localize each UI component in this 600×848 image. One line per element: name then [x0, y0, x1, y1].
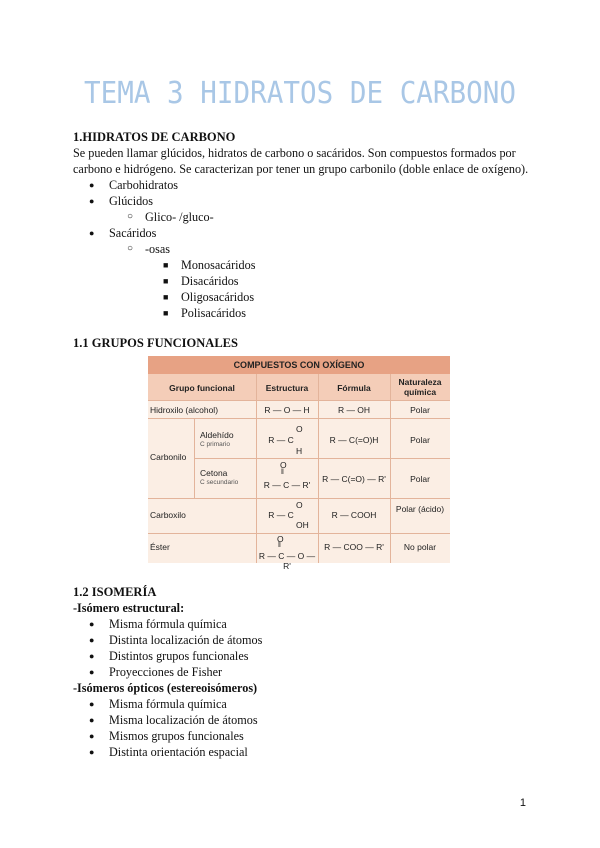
table-cell: R — C(=O)H — [329, 435, 379, 445]
section-1-2-heading: 1.2 ISOMERÍA — [73, 585, 157, 599]
section-1-1-heading: 1.1 GRUPOS FUNCIONALES — [73, 336, 238, 350]
table-cell: R — C — O — R' — [258, 551, 316, 571]
list-item: ■ Disacáridos — [181, 273, 533, 289]
list-item: ■ Oligosacáridos — [181, 289, 533, 305]
list-item: ● Distinta localización de átomos — [109, 632, 533, 648]
table-cell: R — COO — R' — [324, 542, 384, 552]
table-cell: Aldehído — [200, 430, 234, 440]
table-cell: R — O — H — [264, 405, 310, 415]
structural-isomer-list — [73, 616, 533, 680]
table-cell: R — C — [268, 510, 294, 520]
table-cell: Cetona — [200, 468, 228, 478]
list-item: ● Misma fórmula química — [109, 696, 533, 712]
list-item: ■ Polisacáridos — [181, 305, 533, 321]
table-cell: No polar — [403, 542, 437, 552]
page-number: 1 — [519, 797, 526, 809]
table-cell: Hidroxilo (alcohol) — [150, 405, 219, 415]
table-cell: C secundario — [200, 479, 239, 486]
table-cell: R — C(=O) — R' — [322, 474, 386, 484]
list-item: ● Proyecciones de Fisher — [109, 664, 533, 680]
list-item: ■ Monosacáridos — [181, 257, 533, 273]
list-item: ● Misma localización de átomos — [109, 712, 533, 728]
table-cell: Éster — [150, 542, 170, 552]
table-cell: Carbonilo — [150, 452, 187, 462]
table-banner: COMPUESTOS CON OXÍGENO — [148, 356, 450, 374]
synonym-list — [73, 177, 533, 321]
table-cell: Carboxilo — [150, 510, 186, 520]
section-1-intro: Se pueden llamar glúcidos, hidratos de carbono o sacáridos. Son compuestos formados por carbono e hidrógeno. Se caracterizan por tener un grupo carbonilo (doble enlace de oxígeno). — [73, 146, 529, 176]
table-cell: R — C — [268, 435, 294, 445]
list-item: ● Distintos grupos funcionales — [109, 648, 533, 664]
section-1-heading: 1.HIDRATOS DE CARBONO — [73, 130, 236, 144]
optical-isomer-title: -Isómeros ópticos (estereoisómeros) — [73, 681, 258, 695]
isomeria-section — [73, 584, 533, 760]
column-header: Fórmula — [337, 383, 371, 393]
functional-groups-table: COMPUESTOS CON OXÍGENO Grupo funcional Estructura Fórmula Naturaleza química Hidroxilo (alcohol) R — O — H R — OH Polar Carbonilo Aldehído C primario R — C O H R — C(=O)H Polar Cetona C secundario O ‖ R — C — R' R — C(=O) — R' Polar Carboxilo R — C O OH R — COOH Polar (ácido) Éster O ‖ R — C — O — R' R — COO — R' No polar — [148, 356, 450, 563]
table-cell: Polar (ácido) — [395, 504, 445, 514]
table-cell: R — C — R' — [263, 480, 311, 490]
table-cell: R — COOH — [331, 510, 377, 520]
page-title: TEMA 3 HIDRATOS DE CARBONO — [83, 76, 517, 111]
column-header: Grupo funcional — [169, 383, 235, 393]
structural-isomer-title: -Isómero estructural: — [73, 601, 185, 615]
list-item: ● Mismos grupos funcionales — [109, 728, 533, 744]
list-item: ● Misma fórmula química — [109, 616, 533, 632]
list-item: ● Glúcidos ○ Glico- /gluco- — [109, 193, 533, 225]
table-cell: C primario — [200, 441, 230, 448]
optical-isomer-list — [73, 696, 533, 760]
list-item: ● Sacáridos ○ -osas ■ Monosacáridos ■ Disacáridos ■ Oligosacáridos ■ Polisacáridos — [109, 225, 533, 321]
table-cell: Polar — [410, 435, 430, 445]
list-item: ○ Glico- /gluco- — [145, 209, 533, 225]
list-item: ○ -osas ■ Monosacáridos ■ Disacáridos ■ Oligosacáridos ■ Polisacáridos — [145, 241, 533, 321]
column-header: Estructura — [265, 383, 309, 393]
content — [73, 129, 533, 351]
column-header: Naturaleza química — [398, 377, 442, 397]
table-cell: Polar — [410, 474, 430, 484]
table-cell: R — OH — [337, 405, 371, 415]
list-item: ● Distinta orientación espacial — [109, 744, 533, 760]
table-cell: Polar — [410, 405, 430, 415]
list-item: ● Carbohidratos — [109, 177, 533, 193]
